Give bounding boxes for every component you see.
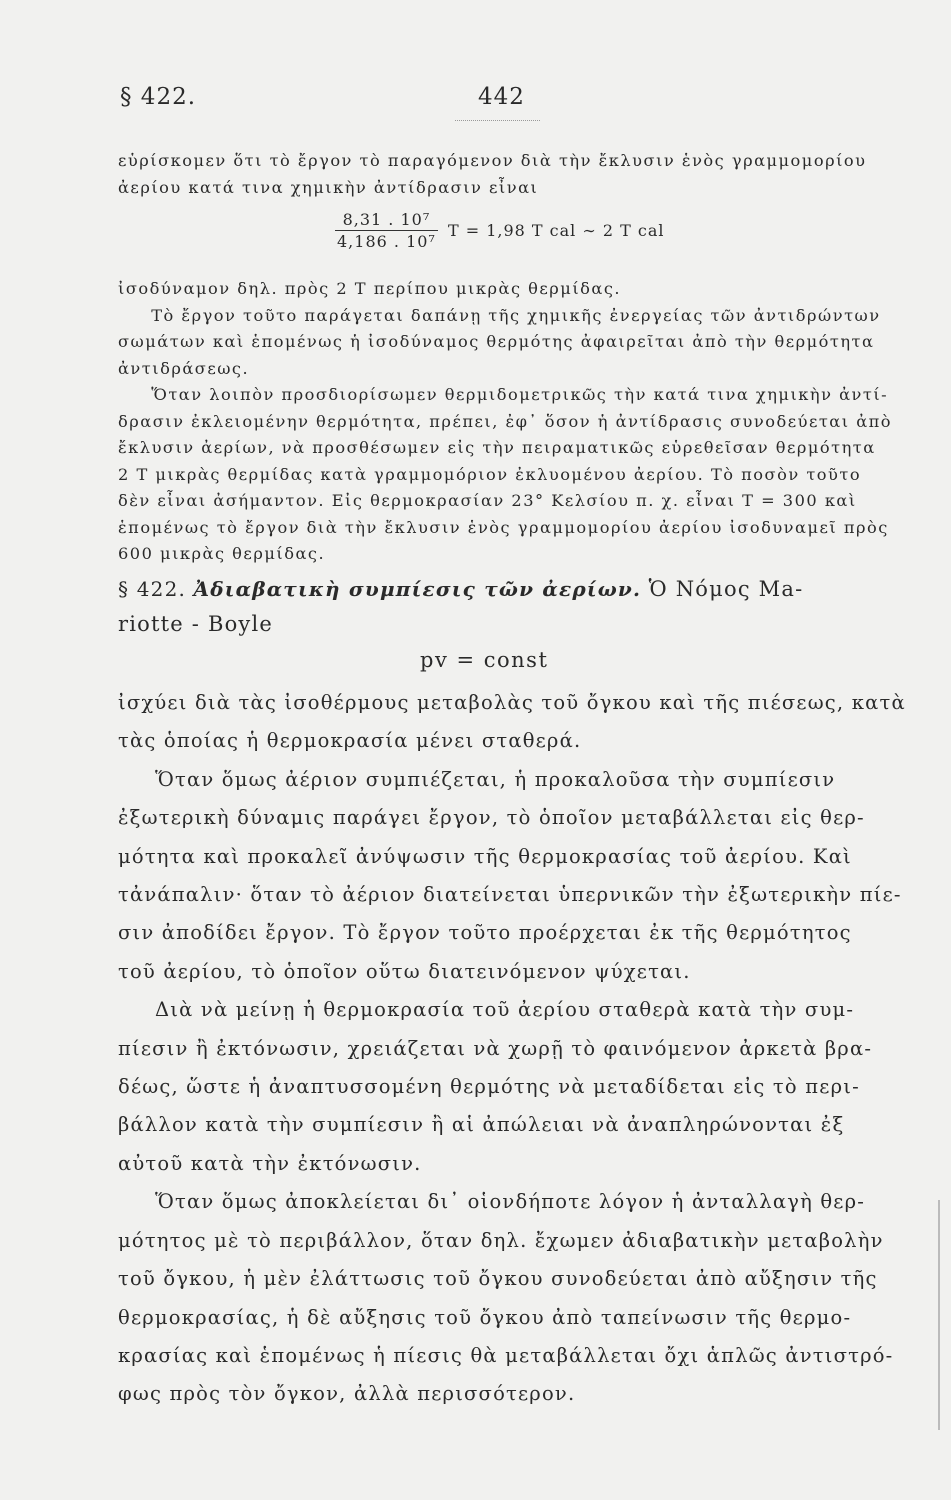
scan-margin-mark: [938, 1200, 940, 1430]
text-line: πίεσιν ἢ ἐκτόνωσιν, χρειάζεται νὰ χωρῇ τὸ φαινόμενον ἀρκετὰ βρα-: [118, 1036, 873, 1060]
text-line: ἑπομένως τὸ ἔργον διὰ τὴν ἔκλυσιν ἑνὸς γραμμομορίου ἀερίου ἰσοδυναμεῖ πρὸς: [118, 517, 889, 537]
text-line: τἀνάπαλιν· ὅταν τὸ ἀέριον διατείνεται ὑπερνικῶν τὴν ἐξωτερικὴν πίε-: [118, 883, 902, 907]
text-line: θερμοκρασίας, ἡ δὲ αὔξησις τοῦ ὄγκου ἀπὸ ταπείνωσιν τῆς θερμο-: [118, 1305, 852, 1329]
text-line: Ὅταν ὅμως ἀέριον συμπιέζεται, ἡ προκαλοῦσα τὴν συμπίεσιν: [118, 767, 836, 791]
text-line: ἐξωτερικὴ δύναμις παράγει ἔργον, τὸ ὁποῖον μεταβάλλεται εἰς θερ-: [118, 806, 865, 830]
text-line: τοῦ ἀερίου, τὸ ὁποῖον οὕτω διατεινόμενον ψύχεται.: [118, 959, 691, 983]
text-line: Διὰ νὰ μείνῃ ἡ θερμοκρασία τοῦ ἀερίου σταθερὰ κατὰ τὴν συμ-: [118, 998, 855, 1022]
text-line: ἀντιδράσεως.: [118, 358, 250, 378]
page-number: 442: [478, 84, 525, 110]
text-line: σωμάτων καὶ ἑπομένως ἡ ἰσοδύναμος θερμότης ἀφαιρεῖται ἀπὸ τὴν θερμότητα: [118, 332, 875, 351]
header-rule: [455, 120, 540, 121]
text-line: μότητος μὲ τὸ περιβάλλον, ὅταν δηλ. ἔχωμεν ἀδιαβατικὴν μεταβολὴν: [118, 1228, 884, 1252]
text-line: Ὅταν λοιπὸν προσδιορίσωμεν θερμιδομετρικῶς τὴν κατά τινα χημικὴν ἀντί-: [118, 385, 889, 404]
text-line: Ὅταν ὅμως ἀποκλείεται δι᾿ οἱονδήποτε λόγον ἡ ἀνταλλαγὴ θερ-: [118, 1190, 866, 1214]
text-line: δρασιν ἐκλειομένην θερμότητα, πρέπει, ἐφ᾿ ὅσον ἡ ἀντίδρασις συνοδεύεται ἀπὸ: [118, 411, 893, 431]
section-number: § 422.: [118, 577, 187, 601]
text-line: τοῦ ὄγκου, ἡ μὲν ἐλάττωσις τοῦ ὄγκου συνοδεύεται ἀπὸ αὔξησιν τῆς: [118, 1267, 878, 1291]
text-line: ἀερίου κατά τινα χημικὴν ἀντίδρασιν εἶναι: [118, 177, 539, 197]
text-line: δὲν εἶναι ἀσήμαντον. Εἰς θερμοκρασίαν 23° Κελσίου π. χ. εἶναι T = 300 καὶ: [118, 491, 857, 510]
formula-denominator: 4,186 . 10⁷: [337, 232, 436, 251]
text-line: εὑρίσκομεν ὅτι τὸ ἔργον τὸ παραγόμενον διὰ τὴν ἔκλυσιν ἑνὸς γραμμομορίου: [118, 151, 867, 170]
text-line: βάλλον κατὰ τὴν συμπίεσιν ἢ αἱ ἀπώλειαι νὰ ἀναπληρώνονται ἐξ: [118, 1113, 845, 1137]
formula-fraction: [335, 210, 438, 251]
text-block-main-small: [118, 276, 893, 568]
text-line: ἰσχύει διὰ τὰς ἰσοθέρμους μεταβολὰς τοῦ ὄγκου καὶ τῆς πιέσεως, κατὰ: [118, 691, 906, 714]
section-422-heading: [118, 572, 898, 641]
text-line: κρασίας καὶ ἑπομένως ἡ πίεσις θὰ μεταβάλλεται ὄχι ἁπλῶς ἀντιστρό-: [118, 1343, 894, 1367]
text-block-body: [118, 684, 906, 1414]
text-line: φως πρὸς τὸν ὄγκον, ἀλλὰ περισσότερον.: [118, 1382, 576, 1406]
section-intro: Ὁ Νόμος Ma-: [648, 577, 804, 601]
boyle-law-equation: pv = const: [420, 648, 549, 672]
energy-formula: [335, 210, 665, 251]
section-header: § 422.: [120, 84, 197, 110]
text-line: δέως, ὥστε ἡ ἀναπτυσσομένη θερμότης νὰ μεταδίδεται εἰς τὸ περι-: [118, 1075, 860, 1099]
text-line: 600 μικρὰς θερμίδας.: [118, 544, 326, 563]
formula-result: T = 1,98 T cal ∼ 2 T cal: [447, 221, 665, 240]
section-intro-cont: riotte - Boyle: [118, 612, 274, 636]
formula-numerator: 8,31 . 10⁷: [335, 210, 438, 231]
text-line: σιν ἀποδίδει ἔργον. Τὸ ἔργον τοῦτο προέρχεται ἐκ τῆς θερμότητος: [118, 921, 852, 945]
text-line: 2 T μικρὰς θερμίδας κατὰ γραμμομόριον ἐκλυομένου ἀερίου. Τὸ ποσὸν τοῦτο: [118, 464, 862, 484]
text-line: αὐτοῦ κατὰ τὴν ἐκτόνωσιν.: [118, 1151, 422, 1175]
text-line: Τὸ ἔργον τοῦτο παράγεται δαπάνῃ τῆς χημικῆς ἐνεργείας τῶν ἀντιδρώντων: [118, 305, 881, 325]
text-line: ἰσοδύναμον δηλ. πρὸς 2 T περίπου μικρὰς θερμίδας.: [118, 279, 622, 298]
section-title: Ἀδιαβατικὴ συμπίεσις τῶν ἀερίων.: [193, 577, 642, 601]
text-line: τὰς ὁποίας ἡ θερμοκρασία μένει σταθερά.: [118, 729, 582, 753]
text-line: ἔκλυσιν ἀερίων, νὰ προσθέσωμεν εἰς τὴν πειραματικῶς εὑρεθεῖσαν θερμότητα: [118, 438, 876, 457]
text-block-intro: [118, 148, 893, 201]
text-line: μότητα καὶ προκαλεῖ ἀνύψωσιν τῆς θερμοκρασίας τοῦ ἀερίου. Καὶ: [118, 844, 852, 868]
